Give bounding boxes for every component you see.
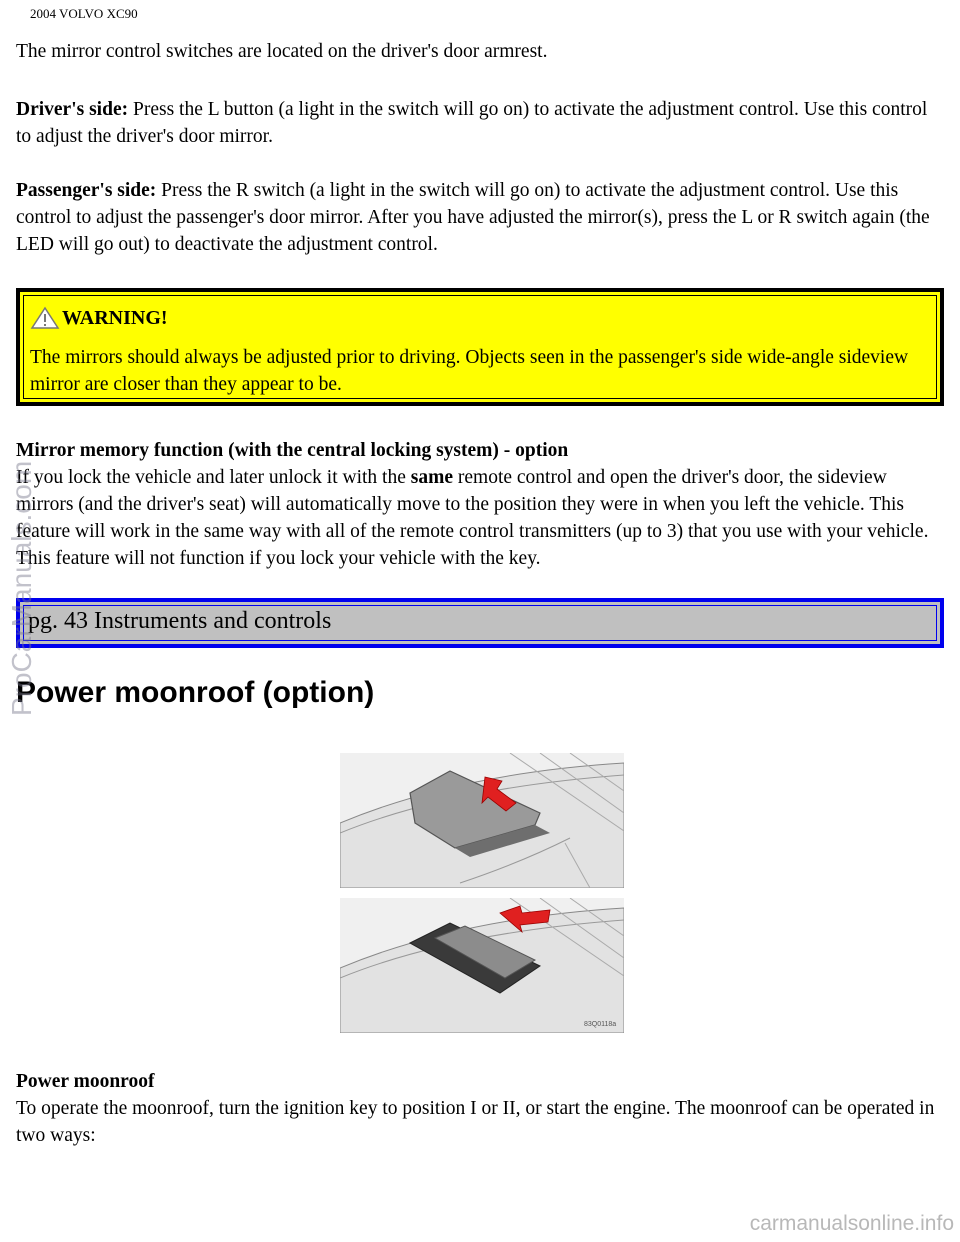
side-watermark: ProCarManuals.com [6,460,37,716]
passengers-side-paragraph [16,177,946,258]
memory-heading: Mirror memory function (with the central locking system) - option [16,440,569,461]
section-title: Power moonroof (option) [16,676,375,709]
corner-watermark: carmanualsonline.info [749,1212,954,1235]
warning-title-text: WARNING! [62,307,168,329]
memory-paragraph [16,437,946,572]
intro-paragraph: The mirror control switches are located on the driver's door armrest. [16,41,548,62]
moonroof-tilt-illustration [340,753,624,888]
passengers-side-label: Passenger's side: [16,180,157,201]
page-link-text[interactable]: pg. 43 Instruments and controls [28,608,332,634]
warning-title [30,306,168,330]
drivers-side-paragraph [16,96,946,150]
moonroof-paragraph [16,1068,946,1149]
moonroof-slide-illustration [340,898,624,1033]
warning-triangle-icon [30,306,60,330]
moonroof-heading: Power moonroof [16,1071,155,1092]
memory-text-before: If you lock the vehicle and later unlock it with the [16,467,411,488]
memory-text-after: remote control and open the driver's door, the sideview mirrors (and the driver's seat) will automatically move to the position they were in when you left the vehicle. This feature will work in the same way with all of the remote control transmitters (up to 3) that you use with your vehicle. This feature will not function if you lock your vehicle with the key. [16,467,929,569]
page-link-bar[interactable] [16,598,944,648]
drivers-side-text: Press the L button (a light in the switch will go on) to activate the adjustment control. Use this control to adjust the driver's door mirror. [16,99,928,147]
moonroof-text: To operate the moonroof, turn the ignition key to position I or II, or start the engine. The moonroof can be operated in two ways: [16,1098,935,1146]
warning-box [16,288,944,406]
document-header: 2004 VOLVO XC90 [30,6,138,21]
memory-bold-word: same [410,467,454,488]
figure-code: 83Q0118a [584,1021,617,1028]
moonroof-tilt-drawing [340,753,624,888]
warning-text: The mirrors should always be adjusted prior to driving. Objects seen in the passenger's side wide-angle sideview mirror are closer than they appear to be. [30,347,909,395]
passengers-side-text: Press the R switch (a light in the switch will go on) to activate the adjustment control. Use this control to adjust the passenger's door mirror. After you have adjusted the mirror(s), press the L or R switch again (the LED will go out) to deactivate the adjustment control. [16,180,930,255]
moonroof-slide-drawing [340,898,624,1033]
drivers-side-label: Driver's side: [16,99,129,120]
